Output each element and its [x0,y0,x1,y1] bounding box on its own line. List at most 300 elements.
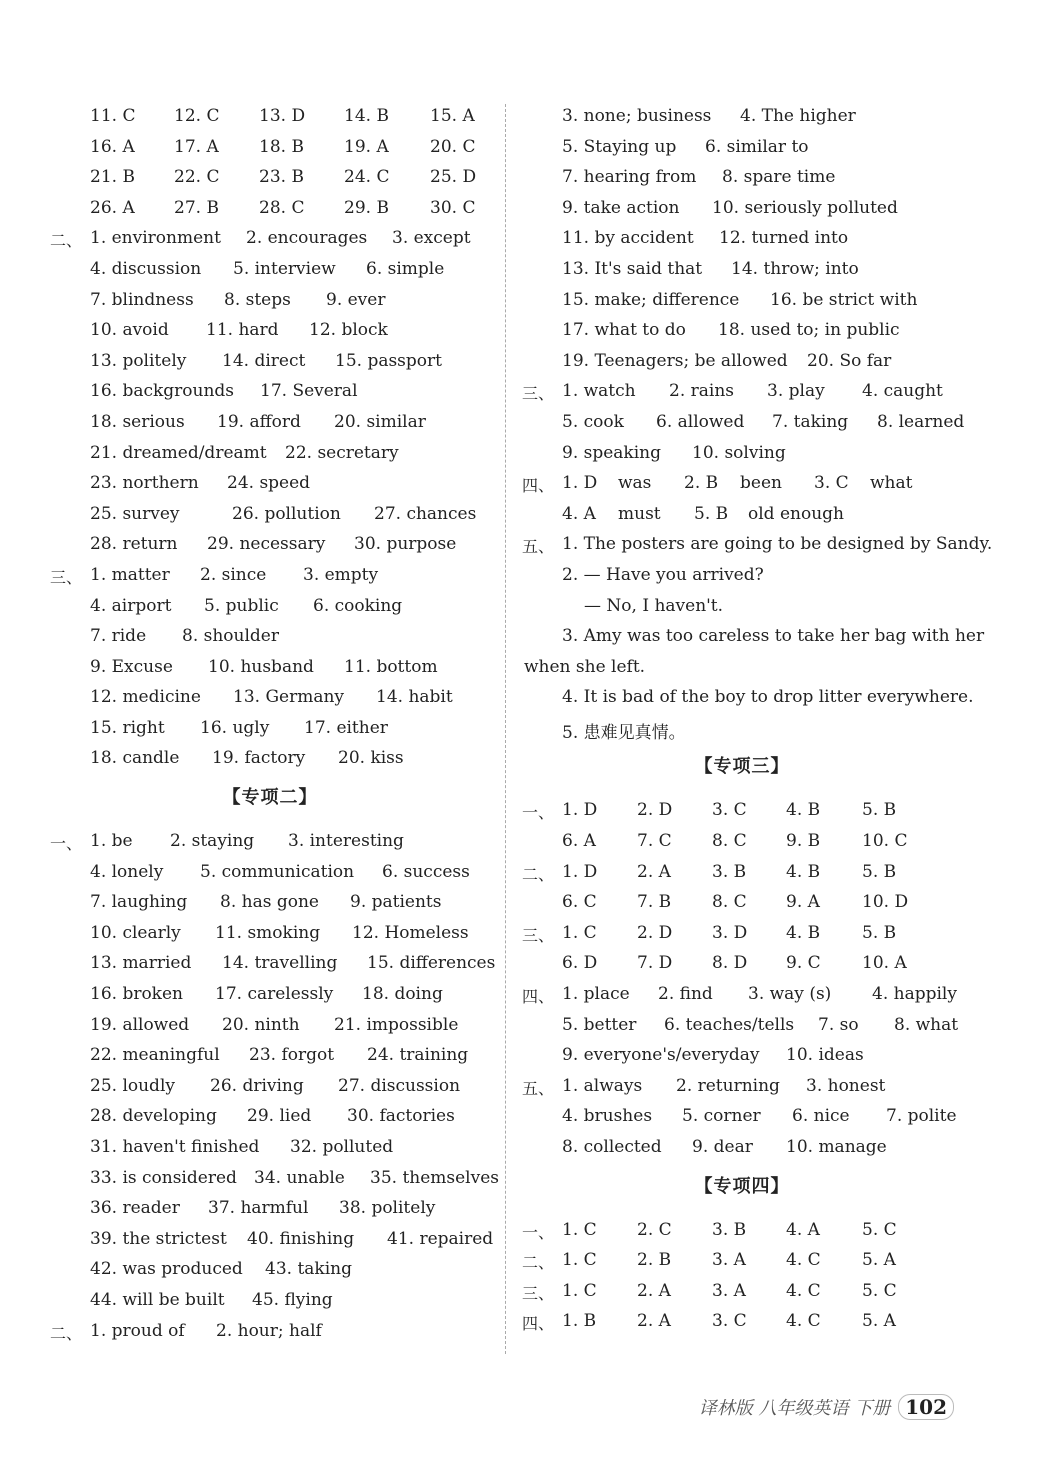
answer-item: 7. C [637,831,672,852]
answer-item: 4. caught [862,381,943,402]
answer-item: 3. empty [303,564,379,585]
answer-item: 37. harmful [208,1198,309,1219]
answer-row [50,192,490,223]
answer-item: 10. manage [786,1137,887,1157]
answer-item: 1. always [562,1075,643,1096]
section-marker: 一、 [522,803,555,823]
answer-item: 2. A [637,861,671,882]
section-marker: 二、 [522,864,555,884]
answer-item: 7. hearing from [562,167,697,188]
answer-row [522,794,962,825]
answer-row [522,1131,962,1162]
answer-item: 13. It's said that [562,258,703,279]
answer-row [50,345,490,376]
answer-item: 4. C [786,1250,821,1271]
answer-item: 12. block [309,320,388,341]
answer-row [522,712,962,743]
answer-item: 21. dreamed/dreamt [90,442,267,463]
answer-item: 30. C [430,197,476,218]
answer-item: 29. lied [247,1106,312,1127]
answer-row [50,161,490,192]
answer-item: 20. ninth [222,1014,300,1035]
answer-row [522,917,962,948]
answer-item: 2. rains [669,381,734,402]
answer-item: 23. forgot [249,1045,335,1066]
column-divider [505,104,506,1354]
answer-row [522,947,962,978]
answer-item: 17. carelessly [215,984,334,1005]
answer-item: 26. pollution [232,503,341,524]
answer-row [522,192,962,223]
answer-item: 10. avoid [90,320,169,341]
answer-row [522,1244,962,1275]
answer-item: 1. D [562,800,598,821]
section-heading: 【专项二】 [222,787,318,809]
answer-item: 7. so [818,1014,859,1035]
answer-row [50,253,490,284]
answer-item: 16. A [90,136,135,157]
answer-row [50,620,490,651]
answer-item: 38. politely [339,1198,436,1219]
answer-item: 6. teaches/tells [664,1014,795,1035]
answer-item: 18. candle [90,748,180,769]
answer-item: 3. C [712,1311,747,1332]
answer-row [50,712,490,743]
answer-item: been [740,473,782,494]
answer-item: 4. lonely [90,861,164,882]
answer-row [50,437,490,468]
answer-item: 4. It is bad of the boy to drop litter everywhere. [562,687,974,708]
answer-item: 2. D [637,922,673,943]
answer-row [50,1070,490,1101]
answer-item: old enough [748,503,844,524]
answer-item: 5. 患难见真情。 [562,722,686,743]
answer-item: 3. A [712,1280,746,1301]
answer-item: 7. taking [772,411,849,432]
answer-item: 1. D [562,861,598,882]
answer-item: 6. simple [366,258,445,279]
answer-item: 1. C [562,1250,597,1271]
answer-row [50,917,490,948]
answer-row [50,1131,490,1162]
answer-item: 27. discussion [338,1075,461,1096]
answer-item: 6. D [562,953,598,974]
answer-item: 17. either [304,717,388,738]
answer-item: 1. be [90,831,133,852]
answer-item: 18. used to; in public [718,320,900,341]
answer-item: 30. purpose [354,534,457,555]
answer-item: 1. watch [562,381,636,402]
answer-item: 7. ride [90,626,147,647]
answer-item: 3. interesting [288,831,404,852]
answer-item: 11. C [90,106,136,126]
answer-item: 9. take action [562,197,680,218]
answer-item: 7. laughing [90,892,188,913]
answer-row [522,314,962,345]
answer-item: 11. smoking [215,922,321,943]
answer-item: 29. necessary [207,534,326,555]
answer-item: 3. honest [806,1075,886,1096]
answer-row [522,131,962,162]
page-footer [699,1394,954,1420]
answer-item: 9. ever [326,289,386,310]
answer-item: 5. C [862,1280,897,1301]
answer-item: 12. medicine [90,687,201,708]
answer-item: 28. C [259,197,305,218]
answer-row [522,590,962,621]
answer-item: — No, I haven't. [584,595,724,616]
answer-item: 3. play [767,381,825,402]
answer-row [522,1214,962,1245]
answer-item: 11. by accident [562,228,694,249]
answer-item: 4. airport [90,595,172,616]
answer-item: 18. serious [90,411,185,432]
answer-item: 10. solving [692,442,786,463]
section-heading: 【专项四】 [694,1175,790,1197]
answer-row [522,467,962,498]
answer-item: 28. developing [90,1106,217,1127]
answer-item: 10. D [862,892,909,913]
answer-item: 12. Homeless [352,922,469,943]
answer-item: 22. C [174,167,220,188]
answer-item: when she left. [524,656,646,677]
answer-item: 13. married [90,953,192,974]
answer-item: 27. chances [374,503,477,524]
answer-item: 5. A [862,1250,896,1271]
answer-item: 13. politely [90,350,187,371]
answer-item: 20. So far [807,350,892,371]
answer-row [50,406,490,437]
answer-item: 15. right [90,717,165,738]
right-column [522,100,993,1336]
answer-row [50,1315,490,1346]
answer-item: 4. C [786,1311,821,1332]
answer-item: 43. taking [265,1259,352,1280]
answer-item: 3. way (s) [748,984,832,1005]
section-marker: 四、 [522,1314,555,1334]
answer-row [50,886,490,917]
answer-row [522,375,962,406]
answer-row [50,375,490,406]
answer-row [50,284,490,315]
section-marker: 五、 [522,1078,555,1098]
answer-item: 23. B [259,167,304,188]
answer-item: 5. B [694,503,729,524]
answer-item: 11. bottom [344,656,438,677]
answer-row [50,314,490,345]
answer-item: 20. kiss [338,748,404,769]
answer-item: must [618,503,661,524]
answer-item: 8. learned [877,411,965,432]
answer-item: 25. loudly [90,1075,175,1096]
answer-row [522,222,962,253]
answer-row [50,856,490,887]
answer-item: 5. B [862,861,897,882]
answer-item: 2. find [658,984,713,1005]
answer-item: 3. B [712,861,747,882]
answer-item: 16. ugly [200,717,270,738]
answer-item: 4. B [786,861,821,882]
answer-row [50,681,490,712]
answer-item: 1. D [562,473,598,494]
answer-item: 5. communication [200,861,355,882]
answer-row [522,651,962,682]
answer-item: 1. C [562,1280,597,1301]
answer-item: 19. Teenagers; be allowed [562,350,788,371]
answer-row [50,651,490,682]
answer-item: 8. C [712,892,747,913]
answer-item: 1. proud of [90,1320,185,1341]
answer-item: 35. themselves [370,1167,500,1188]
answer-item: 22. meaningful [90,1045,220,1066]
answer-item: 5. cook [562,411,624,432]
answer-row [522,978,962,1009]
answer-row [522,161,962,192]
answer-item: 4. happily [872,984,957,1005]
answer-item: 42. was produced [90,1259,243,1280]
answer-row [522,1275,962,1306]
answer-item: 17. A [174,136,219,157]
answer-item: 9. patients [350,892,442,913]
answer-item: 7. B [637,892,672,913]
answer-item: 2. A [637,1311,671,1332]
answer-row [50,1284,490,1315]
answer-row [50,1253,490,1284]
section-marker: 二、 [522,1253,555,1273]
answer-item: 8. steps [224,289,291,310]
answer-item: 1. B [562,1311,597,1332]
answer-item: 7. blindness [90,289,194,310]
section-marker: 二、 [50,1323,83,1343]
answer-item: 5. C [862,1219,897,1240]
answer-row [50,559,490,590]
answer-item: 29. B [344,197,389,218]
section-marker: 一、 [522,1222,555,1242]
answer-item: 1. place [562,984,630,1005]
answer-item: 2. hour; half [216,1320,322,1341]
answer-row [522,406,965,437]
answer-item: 4. B [786,800,821,821]
answer-item: 3. C [712,800,747,821]
answer-item: 30. factories [347,1106,455,1127]
answer-row [50,1192,490,1223]
answer-row [522,1039,962,1070]
answer-item: 41. repaired [387,1228,494,1249]
answer-item: 31. haven't finished [90,1137,260,1157]
left-column [50,100,500,1345]
answer-item: was [618,473,652,494]
answer-item: 2. returning [676,1075,780,1096]
answer-item: 1. C [562,922,597,943]
answer-item: 20. similar [334,411,426,432]
answer-item: 5. public [204,595,279,616]
section-marker: 二、 [50,231,83,251]
answer-item: 10. C [862,831,908,852]
answer-row [522,856,962,887]
answer-item: 2. A [637,1280,671,1301]
section-marker: 三、 [522,925,555,945]
section-marker: 五、 [522,537,555,557]
answer-item: 1. C [562,1219,597,1240]
answer-row [50,825,490,856]
answer-item: 27. B [174,197,219,218]
answer-item: 6. nice [792,1106,850,1127]
answer-row [50,100,490,131]
answer-item: 17. what to do [562,320,686,341]
answer-row [50,947,496,978]
answer-item: 2. staying [170,831,255,852]
answer-item: 19. factory [212,748,306,769]
answer-item: 5. better [562,1014,637,1035]
answer-item: 4. B [786,922,821,943]
section-marker: 四、 [522,987,555,1007]
answer-item: 7. polite [886,1106,957,1127]
answer-item: 39. the strictest [90,1228,227,1249]
answer-row [522,253,962,284]
answer-item: 9. B [786,831,821,852]
answer-item: 5. A [862,1311,896,1332]
answer-item: 21. impossible [334,1014,459,1035]
answer-row [50,1223,494,1254]
answer-item: 6. cooking [313,595,403,616]
answer-item: 20. C [430,136,476,157]
answer-item: 18. B [259,136,304,157]
answer-row [50,590,490,621]
answer-item: 13. D [259,106,306,126]
answer-item: 8. collected [562,1137,662,1157]
answer-item: 9. A [786,892,820,913]
answer-item: 1. environment [90,228,221,249]
answer-item: 2. D [637,800,673,821]
answer-item: 12. turned into [719,228,849,249]
answer-item: 15. passport [335,350,442,371]
answer-row [522,284,962,315]
answer-item: 4. brushes [562,1106,653,1127]
answer-row [522,1009,962,1040]
answer-item: 3. Amy was too careless to take her bag with her [562,626,985,647]
answer-item: 8. D [712,953,748,974]
answer-item: 8. shoulder [182,626,279,647]
answer-item: 8. spare time [722,167,836,188]
answer-item: 40. finishing [247,1228,355,1249]
answer-item: 11. hard [206,320,279,341]
answer-item: 6. success [382,861,470,882]
answer-item: 14. travelling [222,953,338,974]
answer-item: 2. C [637,1219,672,1240]
answer-row [522,1305,962,1336]
answer-row [50,131,490,162]
answer-item: 17. Several [260,381,358,402]
answer-item: 9. dear [692,1137,753,1157]
answer-row [522,100,962,131]
answer-item: 2. since [200,564,267,585]
answer-item: 25. D [430,167,477,188]
footer-label: 译林版 八年级英语 下册 [698,1398,891,1419]
answer-row [522,620,985,651]
answer-item: 23. northern [90,473,199,494]
answer-item: 14. B [344,106,389,126]
answer-item: 8. has gone [220,892,319,913]
answer-item: 15. make; difference [562,289,740,310]
answer-item: 3. D [712,922,748,943]
answer-item: 5. B [862,800,897,821]
answer-item: 3. none; business [562,106,712,126]
answer-item: 10. ideas [786,1045,864,1066]
answer-item: 13. Germany [233,687,345,708]
answer-item: 2. B [684,473,719,494]
answer-item: 10. husband [208,656,314,677]
answer-item: 6. similar to [705,136,809,157]
answer-item: 3. B [712,1219,747,1240]
answer-item: 3. A [712,1250,746,1271]
answer-item: 9. C [786,953,821,974]
answer-row [50,528,490,559]
answer-item: 25. survey [90,503,180,524]
answer-row [522,528,993,559]
answer-row [522,559,962,590]
answer-item: 21. B [90,167,135,188]
answer-item: 15. A [430,106,475,126]
section-marker: 三、 [50,567,83,587]
answer-item: 26. A [90,197,135,218]
answer-item: 2. — Have you arrived? [562,564,764,585]
answer-item: 9. speaking [562,442,661,463]
answer-row [50,1009,490,1040]
page-number: 102 [898,1394,954,1420]
answer-row [50,742,490,773]
answer-item: 22. secretary [285,442,399,463]
answer-item: 1. matter [90,564,170,585]
answer-item: 19. A [344,136,389,157]
answer-item: 19. afford [217,411,301,432]
answer-item: 6. allowed [656,411,745,432]
answer-item: 8. what [894,1014,959,1035]
answer-row [50,1039,490,1070]
answer-item: 4. The higher [740,106,856,126]
answer-item: 2. B [637,1250,672,1271]
answer-item: 45. flying [252,1289,333,1310]
section-marker: 三、 [522,1283,555,1303]
answer-item: 18. doing [362,984,443,1005]
answer-row [50,222,490,253]
answer-item: 9. Excuse [90,656,173,677]
answer-row [50,978,490,1009]
answer-row [522,886,962,917]
answer-item: 7. D [637,953,673,974]
answer-item: 9. everyone's/everyday [562,1045,760,1066]
answer-item: 24. speed [227,473,311,494]
answer-item: 4. discussion [90,258,202,279]
section-marker: 一、 [50,834,83,854]
answer-row [522,345,962,376]
answer-item: 44. will be built [90,1289,225,1310]
answer-item: 16. broken [90,984,183,1005]
answer-item: 16. be strict with [770,289,918,310]
answer-row [522,498,962,529]
answer-row [522,437,962,468]
answer-row [522,681,974,712]
answer-item: 5. corner [682,1106,761,1127]
answer-item: 3. C [814,473,849,494]
answer-row [50,1162,500,1193]
answer-item: 12. C [174,106,220,126]
answer-item: 36. reader [90,1198,180,1219]
answer-item: 4. C [786,1280,821,1301]
answer-item: 2. encourages [246,228,368,249]
answer-item: 4. A [786,1219,820,1240]
answer-item: 26. driving [210,1075,304,1096]
answer-item: 14. throw; into [731,258,859,279]
